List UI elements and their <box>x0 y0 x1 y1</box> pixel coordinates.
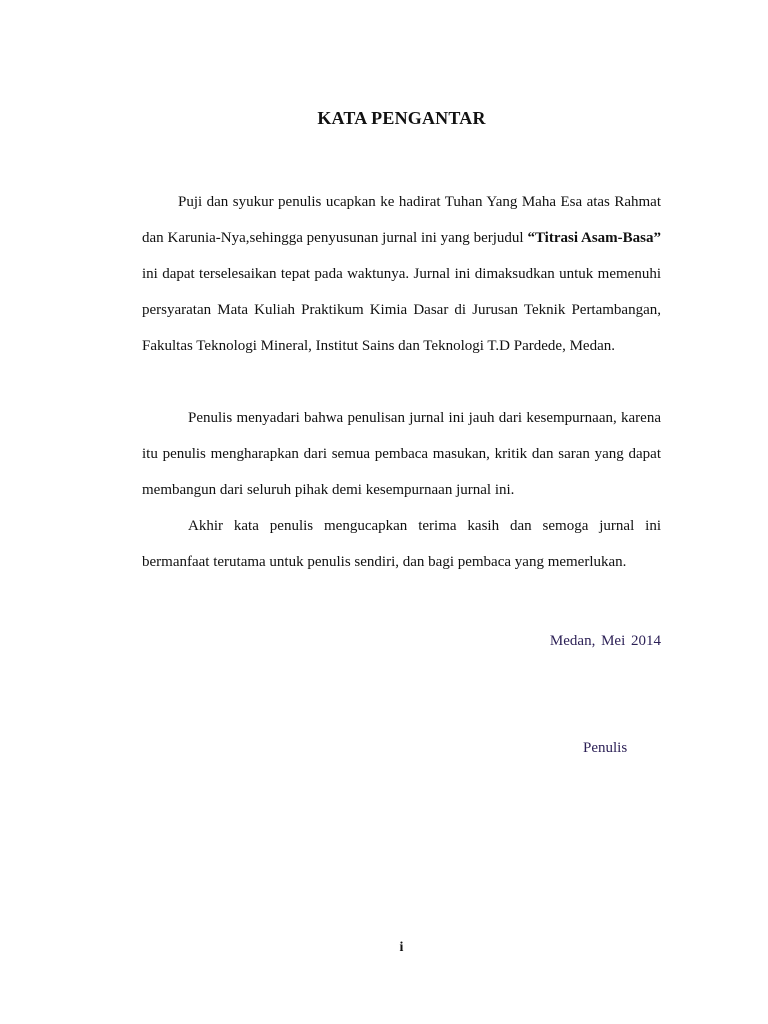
paragraph-1-text-end: ini dapat terselesaikan tepat pada waktunya. Jurnal ini dimaksudkan untuk memenuhi persyaratan Mata Kuliah Praktikum Kimia Dasar di Jurusan Teknik Pertambangan, Fakultas Teknologi Mineral, Institut Sains dan Teknologi T.D Pardede, Medan. <box>142 266 661 354</box>
place-date: Medan, Mei 2014 <box>549 633 661 649</box>
page-title: KATA PENGANTAR <box>317 108 486 128</box>
paragraph-2: Penulis menyadari bahwa penulisan jurnal ini jauh dari kesempurnaan, karena itu penulis mengharapkan dari semua pembaca masukan, kritik dan saran yang dapat membangun dari seluruh pihak demi kesempurnaan jurnal ini. <box>142 410 661 498</box>
author-signature: Penulis <box>583 740 628 756</box>
paragraph-1 <box>142 184 661 364</box>
page-number: i <box>399 940 404 955</box>
journal-title: “Titrasi Asam-Basa” <box>527 230 661 246</box>
paragraph-3: Akhir kata penulis mengucapkan terima kasih dan semoga jurnal ini bermanfaat terutama untuk penulis sendiri, dan bagi pembaca yang memerlukan. <box>142 518 661 570</box>
paragraph-1-text-start: Puji dan syukur penulis ucapkan ke hadirat Tuhan Yang Maha Esa atas Rahmat dan Karunia-Nya,sehingga penyusunan jurnal ini yang berjudul <box>142 194 661 246</box>
